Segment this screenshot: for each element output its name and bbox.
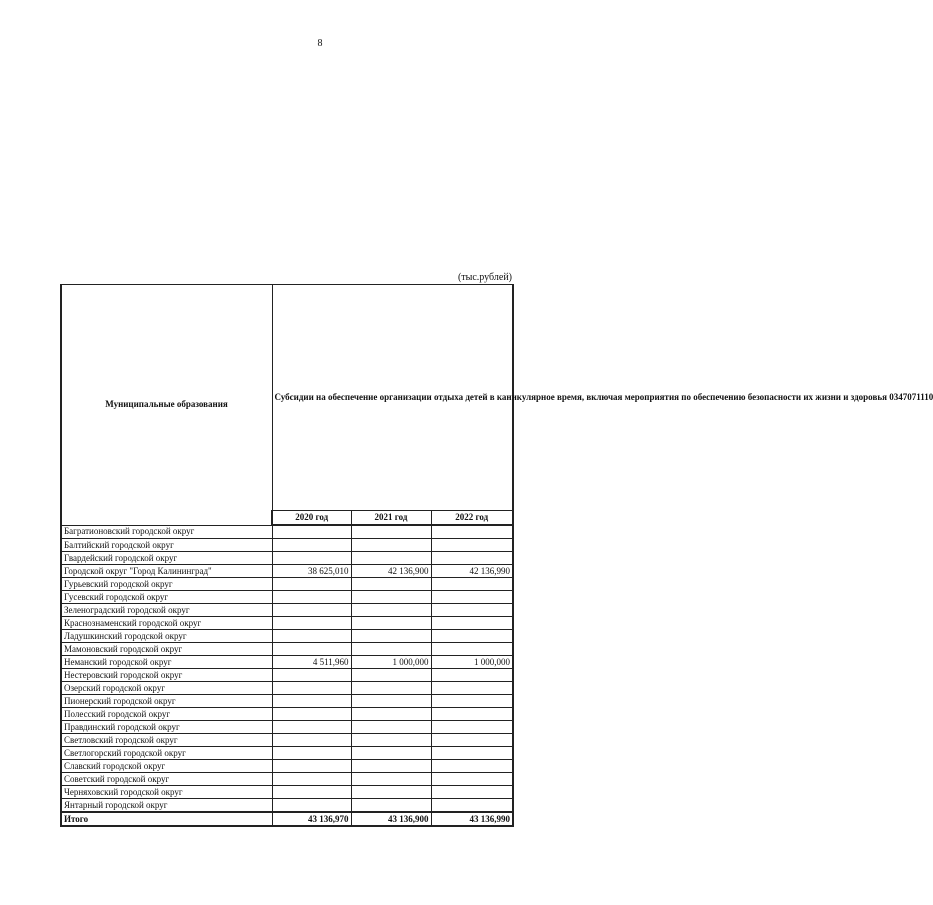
municipality-name: Городской округ "Город Калининград" — [61, 565, 272, 578]
value-2020 — [272, 539, 351, 552]
table-row — [61, 682, 513, 695]
value-2022 — [431, 604, 513, 617]
value-2021 — [351, 539, 431, 552]
municipality-name: Багратионовский городской округ — [61, 525, 272, 539]
value-2022 — [431, 708, 513, 721]
value-2021 — [351, 525, 431, 539]
table-row — [61, 708, 513, 721]
municipality-name: Зеленоградский городской округ — [61, 604, 272, 617]
table-row — [61, 669, 513, 682]
municipality-name: Черняховский городской округ — [61, 786, 272, 799]
total-label: Итого — [61, 812, 272, 826]
table-row — [61, 721, 513, 734]
value-2021 — [351, 708, 431, 721]
table-row — [61, 604, 513, 617]
value-2021 — [351, 604, 431, 617]
value-2020 — [272, 591, 351, 604]
table-row — [61, 539, 513, 552]
municipality-name: Светлогорский городской округ — [61, 747, 272, 760]
value-2021: 1 000,000 — [351, 656, 431, 669]
value-2021 — [351, 760, 431, 773]
table-row — [61, 695, 513, 708]
municipality-name: Балтийский городской округ — [61, 539, 272, 552]
value-2020: 4 511,960 — [272, 656, 351, 669]
value-2022 — [431, 799, 513, 813]
municipality-name: Гусевский городской округ — [61, 591, 272, 604]
header-year-2022: 2022 год — [431, 511, 513, 526]
value-2022 — [431, 591, 513, 604]
value-2022 — [431, 669, 513, 682]
header-row — [61, 285, 513, 511]
total-2020: 43 136,970 — [272, 812, 351, 826]
value-2020 — [272, 695, 351, 708]
value-2021 — [351, 734, 431, 747]
value-2021 — [351, 773, 431, 786]
value-2022 — [431, 786, 513, 799]
municipality-name: Гвардейский городской округ — [61, 552, 272, 565]
header-municipality: Муниципальные образования — [61, 285, 272, 526]
table-row — [61, 630, 513, 643]
table-row — [61, 565, 513, 578]
value-2020 — [272, 682, 351, 695]
municipality-name: Гурьевский городской округ — [61, 578, 272, 591]
value-2021 — [351, 799, 431, 813]
value-2022 — [431, 695, 513, 708]
table-body — [61, 525, 513, 812]
header-year-2020: 2020 год — [272, 511, 351, 526]
value-2020 — [272, 786, 351, 799]
value-2021 — [351, 695, 431, 708]
value-2021 — [351, 669, 431, 682]
value-2021: 42 136,900 — [351, 565, 431, 578]
value-2022 — [431, 643, 513, 656]
value-2020 — [272, 630, 351, 643]
municipality-name: Светловский городской округ — [61, 734, 272, 747]
table-row — [61, 656, 513, 669]
municipality-name: Славский городской округ — [61, 760, 272, 773]
value-2020 — [272, 552, 351, 565]
total-row — [61, 812, 513, 826]
table-row — [61, 591, 513, 604]
municipality-name: Неманский городской округ — [61, 656, 272, 669]
value-2020 — [272, 773, 351, 786]
value-2022 — [431, 617, 513, 630]
value-2020 — [272, 708, 351, 721]
value-2020 — [272, 643, 351, 656]
value-2021 — [351, 721, 431, 734]
value-2022 — [431, 760, 513, 773]
table-row — [61, 552, 513, 565]
municipality-name: Мамоновский городской округ — [61, 643, 272, 656]
value-2022 — [431, 630, 513, 643]
value-2020 — [272, 604, 351, 617]
value-2022: 42 136,990 — [431, 565, 513, 578]
municipality-name: Ладушкинский городской округ — [61, 630, 272, 643]
value-2022 — [431, 578, 513, 591]
table-row — [61, 760, 513, 773]
municipality-name: Нестеровский городской округ — [61, 669, 272, 682]
value-2022 — [431, 539, 513, 552]
header-subsidy: Субсидии на обеспечение организации отдыха детей в каникулярное время, включая мероприятия по обеспечению безопасности их жизни и здоровья 0347071110 — [272, 285, 513, 511]
value-2021 — [351, 747, 431, 760]
value-2020 — [272, 760, 351, 773]
value-2020 — [272, 799, 351, 813]
value-2020 — [272, 669, 351, 682]
table-row — [61, 734, 513, 747]
municipality-name: Полесский городской округ — [61, 708, 272, 721]
subsidy-table — [60, 284, 933, 827]
municipality-name: Пионерский городской округ — [61, 695, 272, 708]
value-2020 — [272, 721, 351, 734]
value-2022 — [431, 721, 513, 734]
value-2022 — [431, 682, 513, 695]
units-label: (тыс.рублей) — [457, 272, 512, 283]
value-2021 — [351, 578, 431, 591]
table-row — [61, 786, 513, 799]
value-2022 — [431, 552, 513, 565]
total-2021: 43 136,900 — [351, 812, 431, 826]
municipality-name: Краснознаменский городской округ — [61, 617, 272, 630]
value-2022 — [431, 747, 513, 760]
municipality-name: Янтарный городской округ — [61, 799, 272, 813]
value-2022 — [431, 734, 513, 747]
table-row — [61, 525, 513, 539]
value-2021 — [351, 552, 431, 565]
value-2021 — [351, 786, 431, 799]
page-number: 8 — [317, 38, 323, 49]
value-2022: 1 000,000 — [431, 656, 513, 669]
municipality-name: Правдинский городской округ — [61, 721, 272, 734]
header-year-2021: 2021 год — [351, 511, 431, 526]
table-row — [61, 799, 513, 813]
total-2022: 43 136,990 — [431, 812, 513, 826]
table-row — [61, 578, 513, 591]
value-2022 — [431, 525, 513, 539]
value-2021 — [351, 643, 431, 656]
table-row — [61, 747, 513, 760]
municipality-name: Советский городской округ — [61, 773, 272, 786]
value-2020 — [272, 578, 351, 591]
value-2021 — [351, 591, 431, 604]
value-2020 — [272, 747, 351, 760]
value-2020: 38 625,010 — [272, 565, 351, 578]
value-2021 — [351, 682, 431, 695]
value-2020 — [272, 734, 351, 747]
value-2020 — [272, 525, 351, 539]
value-2020 — [272, 617, 351, 630]
table-row — [61, 643, 513, 656]
value-2021 — [351, 630, 431, 643]
value-2022 — [431, 773, 513, 786]
table-row — [61, 773, 513, 786]
municipality-name: Озерский городской округ — [61, 682, 272, 695]
value-2021 — [351, 617, 431, 630]
table-row — [61, 617, 513, 630]
